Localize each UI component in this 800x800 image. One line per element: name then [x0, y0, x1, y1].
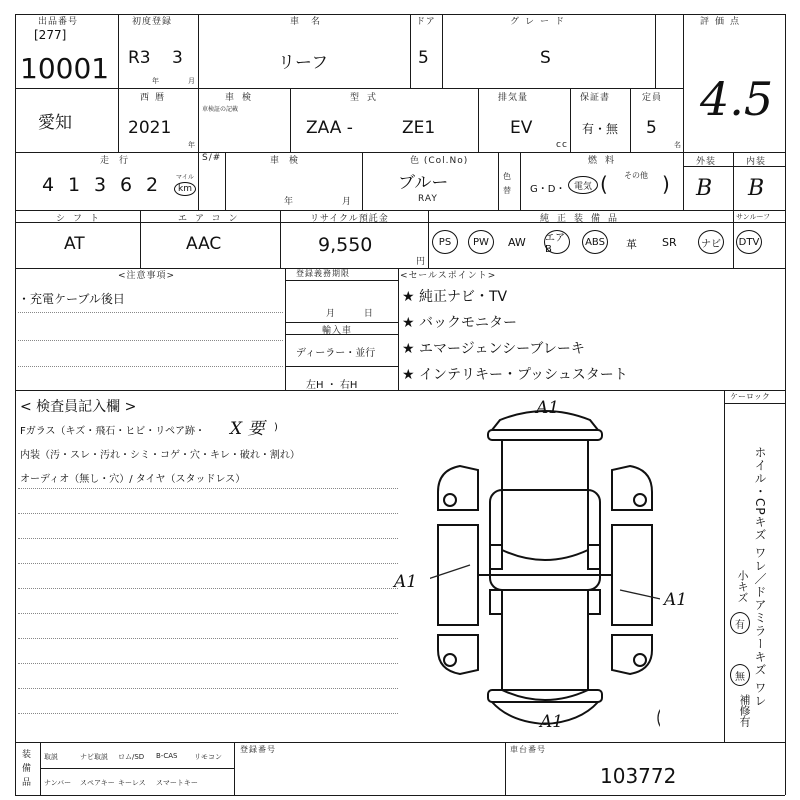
- footer-item: ロム/SD: [118, 753, 145, 761]
- shift-value: AT: [64, 234, 85, 254]
- equipment-item: PS: [432, 230, 458, 254]
- inspector-line-1: Fガラス（キズ・飛石・ヒビ・リペア跡・: [20, 426, 206, 437]
- inspection-caption: 車検: [225, 93, 260, 103]
- vi-month: 月: [342, 197, 353, 207]
- year-suffix: 年: [188, 141, 196, 149]
- carlock-caption: ケーロック: [730, 392, 770, 401]
- warranty-caption: 保証書: [580, 93, 611, 103]
- ruled-line: [18, 713, 398, 714]
- footer-item: スペアキー: [80, 779, 115, 787]
- footer-item: 取説: [44, 753, 58, 761]
- sa-caption: S/#: [202, 153, 222, 163]
- caution-line-1: ・充電ケーブル後日: [18, 292, 125, 306]
- inspection-note: 車検証の記載: [202, 106, 239, 113]
- mileage-digit: 2: [145, 174, 159, 196]
- damage-mark-left: A1: [394, 572, 418, 592]
- selling-point: ★ バックモニター: [402, 315, 518, 331]
- footer-item: B-CAS: [156, 752, 178, 760]
- yen-label: 円: [416, 257, 427, 267]
- legend-small: 小キズ: [736, 570, 749, 603]
- color-caption: 色 (Col.No): [410, 156, 469, 166]
- rating-caption: 評価点: [700, 17, 746, 27]
- mileage-caption: 走行: [100, 156, 139, 166]
- aircon-caption: エアコン: [178, 214, 246, 224]
- equipment-item: PW: [468, 230, 494, 254]
- handle-value: 左H ・ 右H: [306, 380, 358, 391]
- selling-caption: <セールスポイント>: [400, 271, 497, 281]
- equipment-item: ABS: [582, 230, 608, 254]
- year-value: 2021: [128, 118, 172, 138]
- aircon-value: AAC: [186, 234, 222, 254]
- mileage-digits: [38, 174, 162, 196]
- inspector-title: < 検査員記入欄 >: [20, 399, 137, 415]
- interior-value: B: [748, 176, 765, 201]
- equipment-item: SR: [662, 236, 677, 249]
- equipment-item: AW: [508, 236, 526, 249]
- interior-caption: 内装: [746, 157, 767, 167]
- fuel-caption: 燃料: [588, 156, 623, 166]
- year-caption: 年: [152, 77, 160, 85]
- capacity-caption: 定員: [642, 93, 663, 103]
- fuel-other: その他: [624, 171, 648, 180]
- car-name-caption: 車名: [290, 17, 333, 27]
- shift-caption: シフト: [56, 214, 108, 224]
- registration-deadline-caption: 登録義務期限: [296, 269, 350, 278]
- first-reg-caption: 初度登録: [132, 17, 173, 27]
- model-prefix: ZAA -: [306, 118, 353, 138]
- warranty-value: 有・無: [582, 122, 619, 136]
- displacement-value: EV: [510, 118, 533, 138]
- selling-point: ★ 純正ナビ・TV: [402, 289, 508, 305]
- selling-point: ★ インテリキー・プッシュスタート: [402, 367, 628, 383]
- grade-value: S: [540, 48, 551, 68]
- displacement-caption: 排気量: [498, 93, 529, 103]
- first-reg-era: R3: [128, 48, 151, 68]
- fuel-selected-circle: [568, 176, 598, 194]
- color-code: RAY: [418, 194, 438, 204]
- grade-caption: グレード: [510, 17, 571, 27]
- mileage-digit: 6: [119, 174, 133, 196]
- import-caption: 輸入車: [322, 326, 353, 336]
- footer-side-label: 装備品: [22, 750, 32, 788]
- inspector-line-1-close: ): [274, 422, 278, 433]
- ruled-line: [18, 613, 398, 614]
- sunroof-caption: サンルーフ: [736, 213, 771, 221]
- footer-item: キーレス: [118, 779, 146, 787]
- recycle-caption: リサイクル預託金: [310, 214, 389, 224]
- damage-mark-bottom: A1: [540, 712, 564, 732]
- fuel-options: G・D・: [530, 184, 566, 195]
- vehicle-inspection-caption: 車検: [270, 156, 309, 166]
- selling-point: ★ エマージェンシーブレーキ: [402, 341, 585, 357]
- paint-change-label: 色替: [503, 172, 512, 195]
- dealer-value: ディーラー・並行: [296, 348, 376, 359]
- car-diagram: [430, 400, 660, 740]
- inspector-line-2: 内装（汚・スレ・汚れ・シミ・コゲ・穴・キレ・破れ・割れ）: [20, 450, 300, 461]
- ruled-line: [18, 563, 398, 564]
- equipment-item: 革: [626, 238, 637, 251]
- fuel-selected: 電気: [573, 181, 592, 192]
- rating-value: 4.5: [700, 72, 774, 126]
- mileage-mile: マイル: [176, 174, 194, 181]
- footer-item: スマートキー: [156, 779, 198, 787]
- footer-item: ナビ取説: [80, 753, 108, 761]
- damage-mark-right: A1: [664, 590, 688, 610]
- ruled-line: [18, 513, 398, 514]
- ruled-line: [18, 588, 398, 589]
- ruled-line: [18, 688, 398, 689]
- exterior-caption: 外装: [696, 157, 717, 167]
- legend-small-yes-label: 有: [735, 619, 745, 631]
- model-caption: 型式: [350, 93, 385, 103]
- chassis-number: 103772: [600, 764, 677, 788]
- caution-caption: <注意事項>: [118, 271, 176, 281]
- lot-number: 10001: [20, 52, 110, 85]
- capacity-unit: 名: [674, 141, 682, 149]
- ruled-line: [18, 488, 398, 489]
- equipment-item: DTV: [736, 230, 762, 254]
- first-reg-month: 3: [172, 48, 183, 68]
- cc-label: cc: [556, 140, 568, 150]
- chassis-caption: 車台番号: [510, 745, 546, 754]
- fuel-paren: (: [600, 172, 608, 196]
- inspector-line-3: オーディオ（無し・穴）/ タイヤ（スタッドレス）: [20, 474, 246, 485]
- region: 愛知: [38, 113, 72, 133]
- year-caption-2: 西暦: [140, 93, 171, 103]
- ruled-line: [18, 538, 398, 539]
- mileage-digit: 1: [67, 174, 81, 196]
- doors-value: 5: [418, 48, 429, 68]
- vi-year: 年: [284, 197, 295, 207]
- capacity-value: 5: [646, 118, 657, 138]
- doors-caption: ドア: [416, 17, 436, 27]
- color-value: ブルー: [398, 173, 449, 193]
- lot-caption: 出品番号: [38, 17, 79, 27]
- legend-repair: 補修有: [738, 694, 751, 727]
- equipment-item: エアB: [544, 230, 570, 254]
- model-code: ZE1: [402, 118, 436, 138]
- km-circle: [174, 182, 196, 196]
- month-caption: 月: [188, 77, 196, 85]
- damage-mark-top: A1: [536, 398, 560, 418]
- inspector-line-1-mark: X 要: [230, 419, 265, 439]
- mileage-unit: km: [178, 184, 192, 194]
- equipment-item: ナビ: [698, 230, 724, 254]
- legend-small-no: [730, 664, 750, 686]
- legend-small-no-label: 無: [735, 671, 745, 683]
- legend-vertical: ホイル・CPキズ ワレ／ドアミラーキズ ワレ: [753, 446, 767, 708]
- registration-no-caption: 登録番号: [240, 745, 276, 754]
- footer-item: リモコン: [194, 753, 222, 761]
- mileage-digit: 3: [93, 174, 107, 196]
- car-name: リーフ: [278, 53, 329, 73]
- recycle-value: 9,550: [318, 234, 373, 256]
- mileage-digit: 4: [41, 174, 55, 196]
- lot-bracket: [277]: [34, 28, 67, 42]
- ruled-line: [18, 663, 398, 664]
- exterior-value: B: [696, 176, 713, 201]
- month-day: 月 日: [326, 309, 374, 319]
- ruled-line: [18, 638, 398, 639]
- footer-item: ナンバー: [44, 779, 72, 787]
- legend-small-yes: [730, 612, 750, 634]
- equipment-caption: 純正装備品: [540, 214, 626, 224]
- fuel-paren-close: ): [662, 172, 670, 196]
